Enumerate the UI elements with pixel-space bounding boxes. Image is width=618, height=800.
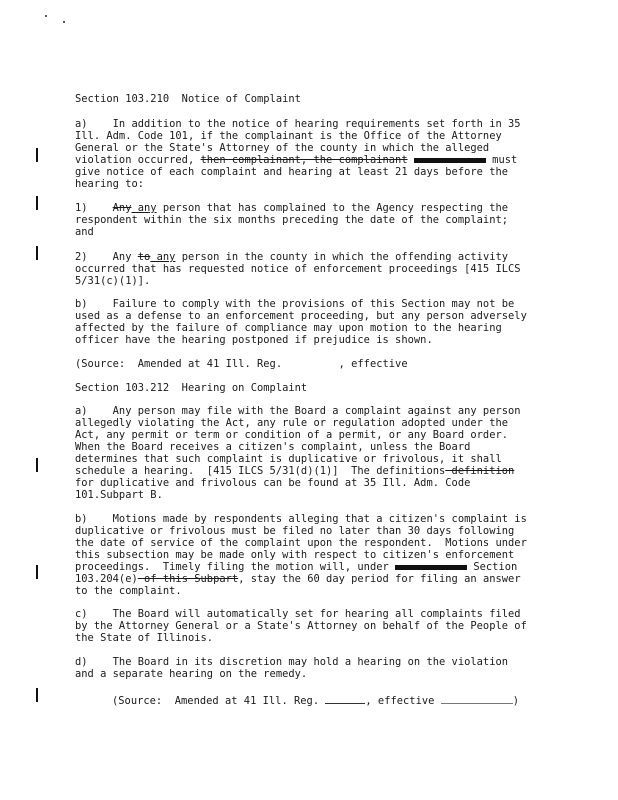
- text-line: and a separate hearing on the remedy.: [75, 668, 308, 680]
- text-line: [75, 251, 508, 264]
- text-line: [75, 465, 514, 478]
- text-line: used as a defense to an enforcement proceeding, but any person adversely: [75, 310, 527, 322]
- section-heading: Section 103.210 Notice of Complaint: [75, 93, 301, 105]
- source-note: [112, 693, 519, 708]
- text-line: the State of Illinois.: [75, 632, 214, 644]
- deleted-text: then complainant, the complainant: [200, 154, 408, 166]
- section-heading: Section 103.212 Hearing on Complaint: [75, 382, 308, 394]
- text-segment: (Source: Amended at 41 Ill. Reg.: [112, 695, 326, 707]
- text-line: b) Failure to comply with the provisions of this Section may not be: [75, 298, 515, 310]
- text-line: [75, 573, 521, 586]
- blank-field: [441, 693, 513, 704]
- text-segment: violation occurred,: [75, 154, 201, 166]
- change-bar: [36, 565, 38, 579]
- text-line: for duplicative and frivolous can be found at 35 Ill. Adm. Code: [75, 477, 471, 489]
- text-line: a) In addition to the notice of hearing requirements set forth in 35: [75, 118, 521, 130]
- text-segment: Section: [467, 561, 518, 573]
- redaction-mark: [395, 565, 467, 570]
- text-line: 101.Subpart B.: [75, 489, 163, 501]
- change-bar: [36, 688, 38, 702]
- text-line: [75, 154, 517, 167]
- text-line: [75, 561, 517, 574]
- deleted-text: definition: [445, 465, 515, 477]
- text-segment: ): [512, 695, 519, 707]
- blank-field: [325, 693, 365, 704]
- deleted-text: of this Subpart: [137, 573, 239, 585]
- deleted-text: to: [137, 251, 151, 263]
- text-line: respondent within the six months preceding the date of the complaint;: [75, 214, 509, 226]
- text-line: to the complaint.: [75, 585, 182, 597]
- deleted-text: Any: [112, 202, 132, 214]
- text-line: affected by the failure of compliance may upon motion to the hearing: [75, 322, 502, 334]
- text-segment: , stay the 60 day period for filing an answer: [238, 573, 521, 585]
- text-segment: 1): [75, 202, 113, 214]
- scan-speck: [45, 15, 47, 17]
- text-line: allegedly violating the Act, any rule or regulation adopted under the: [75, 417, 509, 429]
- text-segment: must: [485, 154, 518, 166]
- text-line: this subsection may be made only with respect to citizen's enforcement: [75, 549, 515, 561]
- text-line: officer have the hearing postponed if prejudice is shown.: [75, 334, 433, 346]
- text-segment: person that has complained to the Agency respecting the: [156, 202, 509, 214]
- scan-speck: [63, 21, 65, 23]
- text-segment: 2) Any: [75, 251, 138, 263]
- text-line: give notice of each complaint and hearing at least 21 days before the: [75, 166, 509, 178]
- text-line: General or the State's Attorney of the county in which the alleged: [75, 142, 490, 154]
- change-bar: [36, 196, 38, 210]
- text-segment: schedule a hearing. [415 ILCS 5/31(d)(1)] The definitions: [75, 465, 446, 477]
- text-line: When the Board receives a citizen's complaint, unless the Board: [75, 441, 471, 453]
- change-bar: [36, 458, 38, 472]
- text-line: c) The Board will automatically set for hearing all complaints filed: [75, 608, 521, 620]
- text-line: b) Motions made by respondents alleging that a citizen's complaint is: [75, 513, 527, 525]
- redaction-mark: [414, 158, 486, 163]
- change-bar: [36, 246, 38, 260]
- text-line: duplicative or frivolous must be filed no later than 30 days following: [75, 525, 515, 537]
- text-line: d) The Board in its discretion may hold a hearing on the violation: [75, 656, 509, 668]
- source-note: (Source: Amended at 41 Ill. Reg. , effective: [75, 358, 408, 370]
- text-line: hearing to:: [75, 178, 145, 190]
- text-line: [75, 202, 508, 215]
- inserted-text: any: [150, 251, 176, 263]
- text-line: the date of service of the complaint upon the respondent. Motions under: [75, 537, 527, 549]
- inserted-text: any: [131, 202, 157, 214]
- text-line: Act, any permit or term or condition of a permit, or any Board order.: [75, 429, 509, 441]
- text-segment: 103.204(e): [75, 573, 138, 585]
- text-segment: proceedings. Timely filing the motion will, under: [75, 561, 396, 573]
- text-line: occurred that has requested notice of enforcement proceedings [415 ILCS: [75, 263, 521, 275]
- text-line: Ill. Adm. Code 101, if the complainant is the Office of the Attorney: [75, 130, 502, 142]
- text-line: 5/31(c)(1)].: [75, 275, 151, 287]
- text-line: and: [75, 226, 94, 238]
- text-line: determines that such complaint is duplicative or frivolous, it shall: [75, 453, 502, 465]
- text-line: a) Any person may file with the Board a complaint against any person: [75, 405, 521, 417]
- change-bar: [36, 148, 38, 162]
- text-line: by the Attorney General or a State's Attorney on behalf of the People of: [75, 620, 527, 632]
- text-segment: person in the county in which the offending activity: [175, 251, 509, 263]
- text-segment: , effective: [365, 695, 441, 707]
